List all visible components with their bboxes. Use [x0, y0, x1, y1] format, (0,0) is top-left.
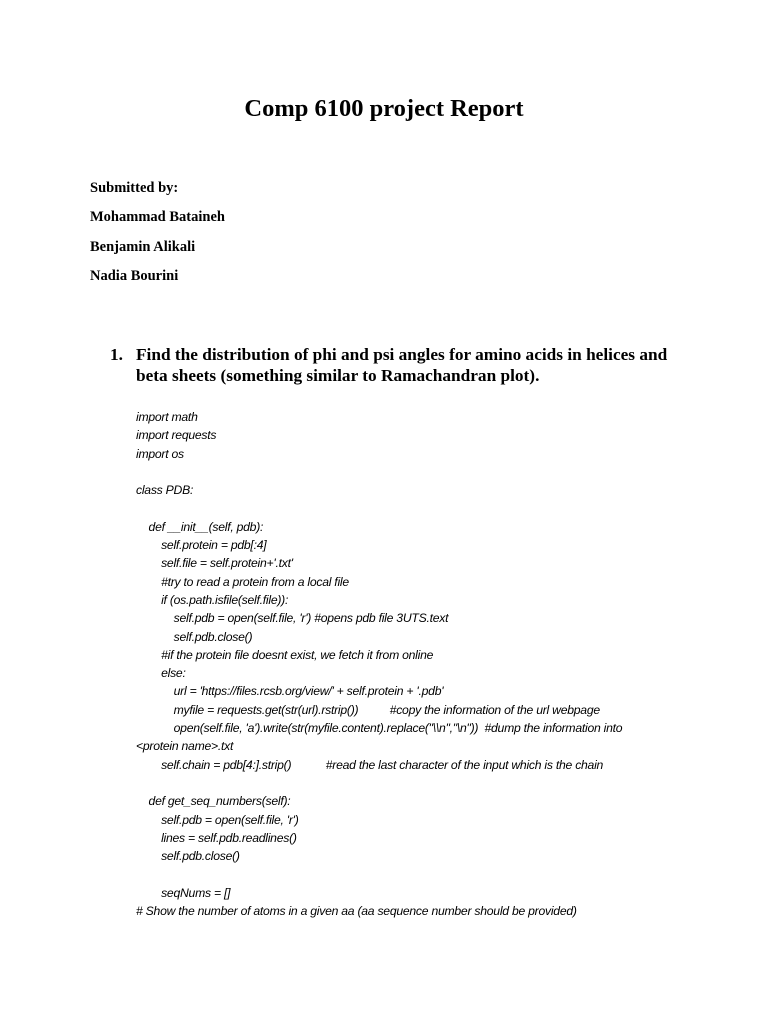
code-line: self.protein = pdb[:4]: [136, 538, 267, 553]
question-text-line: Find the distribution of phi and psi angles for amino acids in helices and: [136, 345, 668, 364]
code-listing: [136, 408, 736, 920]
code-line: self.pdb.close(): [136, 629, 253, 644]
code-line: self.pdb.close(): [136, 849, 240, 864]
code-line: def __init__(self, pdb):: [136, 519, 264, 534]
code-line: [136, 463, 736, 481]
code-line: self.pdb = open(self.file, 'r') #opens pdb file 3UTS.text: [136, 611, 449, 626]
code-line: if (os.path.isfile(self.file)):: [136, 592, 289, 607]
code-line: def get_seq_numbers(self):: [136, 794, 291, 809]
code-line: myfile = requests.get(str(url).rstrip()) #copy the information of the url webpage: [136, 702, 600, 717]
code-line: #if the protein file doesnt exist, we fetch it from online: [136, 647, 434, 662]
code-line: # Show the number of atoms in a given aa (aa sequence number should be provided): [136, 904, 577, 919]
code-line: [136, 499, 736, 517]
code-line: seqNums = []: [136, 885, 231, 900]
submitted-by-label: Submitted by:: [90, 180, 179, 196]
author-name: Benjamin Alikali: [90, 238, 196, 255]
code-line: self.pdb = open(self.file, 'r'): [136, 812, 299, 827]
question-heading: [110, 344, 710, 386]
code-line: import os: [136, 446, 184, 461]
question-text-line: beta sheets (something similar to Ramachandran plot).: [136, 366, 540, 385]
code-line: import requests: [136, 428, 217, 443]
code-line: [136, 774, 736, 792]
code-line: self.chain = pdb[4:].strip() #read the last character of the input which is the chain: [136, 757, 604, 772]
code-line: else:: [136, 666, 186, 681]
code-line: open(self.file, 'a').write(str(myfile.content).replace("\\n","\n")) #dump the information into: [136, 721, 623, 736]
question-number: 1.: [110, 345, 123, 364]
author-block: [90, 178, 225, 295]
code-line: #try to read a protein from a local file: [136, 574, 349, 589]
code-line: url = 'https://files.rcsb.org/view/' + self.protein + '.pdb': [136, 684, 444, 699]
code-line: self.file = self.protein+'.txt': [136, 556, 293, 571]
code-line: class PDB:: [136, 483, 194, 498]
code-line: [136, 865, 736, 883]
page-title: Comp 6100 project Report: [244, 95, 524, 122]
code-line: lines = self.pdb.readlines(): [136, 830, 297, 845]
author-name: Mohammad Bataineh: [90, 209, 225, 226]
author-name: Nadia Bourini: [90, 267, 179, 284]
code-line: import math: [136, 410, 198, 424]
code-line: <protein name>.txt: [136, 739, 234, 754]
